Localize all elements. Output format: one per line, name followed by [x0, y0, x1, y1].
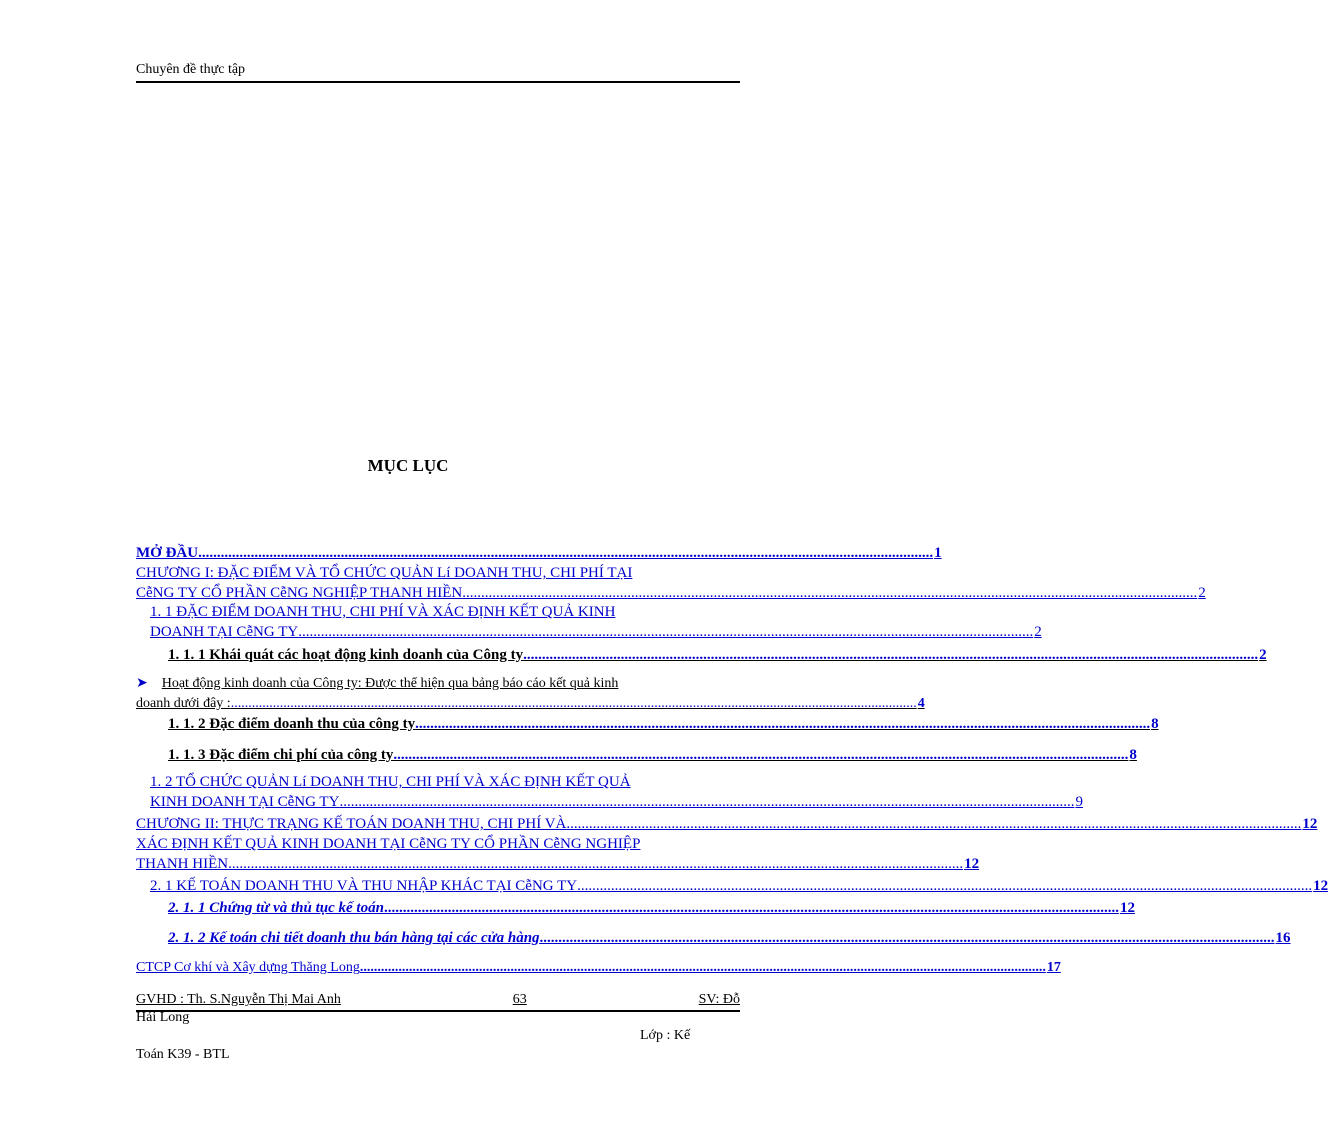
toc-entry-2-1-1[interactable]: 2. 1. 1 Chứng từ và thủ tục kế toán .................................................................................................................................................................................................... 12 — [168, 900, 1135, 916]
toc-page-number: 9 — [1075, 794, 1083, 810]
toc-page-number: 16 — [1275, 930, 1291, 946]
toc-page-number: 4 — [917, 696, 925, 711]
toc-entry-1-2[interactable]: 1. 2 TỔ CHỨC QUẢN Lí DOANH THU, CHI PHÍ VÀ XÁC ĐỊNH KẾT QUẢ KINH DOANH TẠI CễNG TY .................................................................................................................................................................................................... 9 — [150, 774, 1083, 810]
toc-page-number: 12 — [1302, 816, 1318, 832]
toc-page-number: 12 — [1119, 900, 1135, 916]
toc-entry-2-1[interactable]: 2. 1 KẾ TOÁN DOANH THU VÀ THU NHẬP KHÁC TẠI CễNG TY .................................................................................................................................................................................................... 12 — [150, 878, 1328, 894]
footer-page-number: 63 — [512, 992, 527, 1007]
toc-entry-1-1-3[interactable]: 1. 1. 3 Đặc điểm chi phí của công ty .................................................................................................................................................................................................... 8 — [168, 747, 1137, 763]
toc-page-number: 12 — [1313, 878, 1328, 894]
toc-page-number: 2 — [1259, 647, 1267, 663]
toc-entry-2-1-2[interactable]: 2. 1. 2 Kế toán chi tiết doanh thu bán hàng tại các cửa hàng .................................................................................................................................................................................................... 16 — [168, 930, 1291, 946]
toc-page-number: 2 — [1198, 585, 1206, 601]
page-footer — [136, 992, 740, 1012]
page-header — [136, 62, 740, 83]
toc-entry-hoat-dong-kinh-doanh[interactable]: ➤ Hoạt động kinh doanh của Công ty: Được thể hiện qua bảng báo cáo kết quả kinh doanh dưới đây : .................................................................................................................................................................................................... 4 — [136, 674, 740, 714]
toc-page-number: 8 — [1129, 747, 1137, 763]
toc-entry-ctcp[interactable]: CTCP Cơ khí và Xây dựng Thăng Long .................................................................................................................................................................................................... 17 — [136, 958, 740, 978]
toc-page-number: 17 — [1046, 960, 1061, 975]
toc-entry-chuong-2-cont[interactable]: XÁC ĐỊNH KẾT QUẢ KINH DOANH TẠI CễNG TY CỔ PHẦN CễNG NGHIỆP THANH HIỀN .................................................................................................................................................................................................... 12 — [136, 836, 980, 872]
toc-entry-1-1-2[interactable]: 1. 1. 2 Đặc điểm doanh thu của công ty .................................................................................................................................................................................................... 8 — [168, 716, 1159, 732]
footer-student-name: Hải Long — [136, 1010, 190, 1025]
toc-page-number: 8 — [1151, 716, 1159, 732]
toc-page-number: 12 — [964, 856, 980, 872]
header-title: Chuyên đề thực tập — [136, 62, 246, 77]
toc-title: MỤC LỤC — [367, 456, 449, 475]
toc-page-number: 2 — [1034, 624, 1042, 640]
toc-entry-chuong-1[interactable]: CHƯƠNG I: ĐẶC ĐIỂM VÀ TỔ CHỨC QUẢN Lí DOANH THU, CHI PHÍ TẠI CễNG TY CỔ PHẦN CễNG NGHIỆP THANH HIỀN .................................................................................................................................................................................................... 2 — [136, 565, 1206, 601]
footer-class-name: Toán K39 - BTL — [136, 1047, 230, 1062]
toc-page-number: 1 — [934, 545, 942, 561]
toc-entry-1-1[interactable]: 1. 1 ĐẶC ĐIỂM DOANH THU, CHI PHÍ VÀ XÁC ĐỊNH KẾT QUẢ KINH DOANH TẠI CễNG TY .................................................................................................................................................................................................... 2 — [150, 604, 1042, 640]
footer-class-label: Lớp : Kế — [640, 1028, 691, 1043]
toc-entry-mo-dau[interactable]: MỞ ĐẦU .................................................................................................................................................................................................... 1 — [136, 545, 942, 561]
footer-student-label: SV: Đỗ — [698, 992, 740, 1007]
toc-entry-1-1-1[interactable]: 1. 1. 1 Khái quát các hoạt động kinh doanh của Công ty .................................................................................................................................................................................................... 2 — [168, 647, 1267, 663]
toc-entry-chuong-2[interactable]: CHƯƠNG II: THỰC TRẠNG KẾ TOÁN DOANH THU, CHI PHÍ VÀ .................................................................................................................................................................................................... 12 — [136, 816, 1318, 832]
arrow-bullet-icon: ➤ — [136, 676, 148, 691]
footer-advisor: GVHD : Th. S.Nguyễn Thị Mai Anh — [136, 992, 341, 1007]
